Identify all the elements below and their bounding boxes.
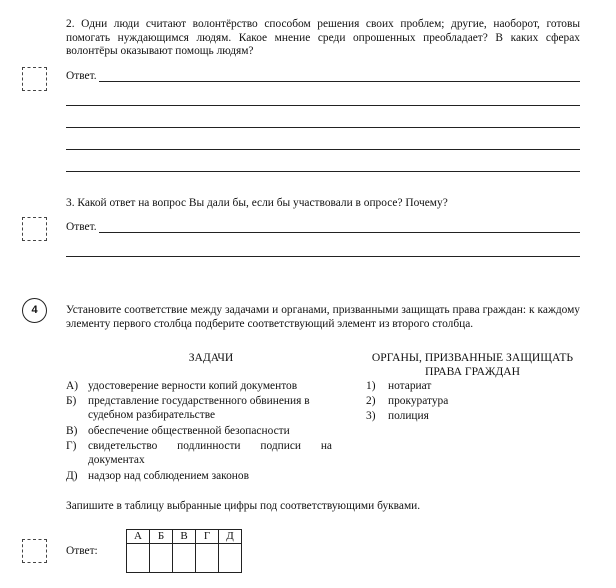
column-letter: А — [127, 530, 150, 544]
organ-key: 3) — [366, 410, 376, 422]
task-key: Г) — [66, 440, 77, 452]
organs-column-header: ОРГАНЫ, ПРИЗВАННЫЕ ЗАЩИЩАТЬ ПРАВА ГРАЖДАН — [371, 351, 574, 378]
task-key: В) — [66, 425, 78, 437]
q3-score-box — [22, 217, 47, 241]
q2-answer-line-5[interactable] — [66, 171, 580, 172]
q2-answer-line-3[interactable] — [66, 127, 580, 128]
organ-item — [366, 395, 566, 409]
task-key: Б) — [66, 395, 77, 407]
answer-cell[interactable] — [150, 544, 173, 573]
task-key: А) — [66, 380, 79, 392]
task-number-badge: 4 — [22, 298, 47, 323]
organ-text: прокуратура — [388, 395, 449, 407]
answer-cell[interactable] — [127, 544, 150, 573]
organ-item — [366, 380, 566, 394]
tasks-column-header: ЗАДАЧИ — [188, 351, 234, 364]
task-item — [66, 425, 356, 439]
answer-cell[interactable] — [173, 544, 196, 573]
organ-key: 1) — [366, 380, 376, 392]
q2-answer-line-2[interactable] — [66, 105, 580, 106]
column-letter: Г — [196, 530, 219, 544]
task-item — [66, 470, 356, 484]
task-text: надзор над соблюдением законов — [88, 470, 249, 482]
task-text: свидетельство подлинности подписи на документах — [88, 440, 332, 466]
organ-text: нотариат — [388, 380, 432, 392]
q3-answer-field[interactable] — [66, 221, 580, 235]
q2-score-box — [22, 67, 47, 91]
table-instruction: Запишите в таблицу выбранные цифры под соответствующими буквами. — [66, 500, 421, 512]
task4-instruction-text: Установите соответствие между задачами и органами, призванными защищать права граждан: к каждому элементу первого столбца подберите соответствующий элемент из второго столбца. — [66, 304, 580, 330]
task4-score-box — [22, 539, 47, 563]
task-text: представление государственного обвинения в судебном разбирательстве — [88, 395, 310, 421]
column-letter: В — [173, 530, 196, 544]
organ-item — [366, 410, 566, 424]
q3-answer-line-2[interactable] — [66, 256, 580, 257]
answer-cell[interactable] — [196, 544, 219, 573]
task-text: удостоверение верности копий документов — [88, 380, 298, 392]
task-key: Д) — [66, 470, 78, 482]
answer-cell[interactable] — [219, 544, 242, 573]
q2-answer-line-4[interactable] — [66, 149, 580, 150]
task-item — [66, 395, 356, 422]
task-item — [66, 440, 356, 467]
organ-key: 2) — [366, 395, 376, 407]
task-text: обеспечение общественной безопасности — [88, 425, 290, 437]
column-letter: Д — [219, 530, 242, 544]
q2-answer-line[interactable] — [99, 81, 580, 82]
column-letter: Б — [150, 530, 173, 544]
q3-question-text: 3. Какой ответ на вопрос Вы дали бы, если бы участвовали в опросе? Почему? — [66, 197, 448, 209]
q3-answer-line[interactable] — [99, 232, 580, 233]
q2-answer-field[interactable] — [66, 70, 580, 84]
q2-question-text: 2. Одни люди считают волонтёрство способом решения своих проблем; другие, наоборот, готовы помогать нуждающимся людям. Какое мнение среди опрошенных преобладает? В каких сферах волонтёры оказывают помощь людям? — [66, 18, 580, 58]
task-item — [66, 380, 356, 394]
task4-answer-label: Ответ: — [66, 545, 98, 557]
q3-answer-label: Ответ. — [66, 221, 97, 234]
answer-table — [126, 529, 242, 573]
organ-text: полиция — [388, 410, 429, 422]
q2-answer-label: Ответ. — [66, 70, 97, 83]
